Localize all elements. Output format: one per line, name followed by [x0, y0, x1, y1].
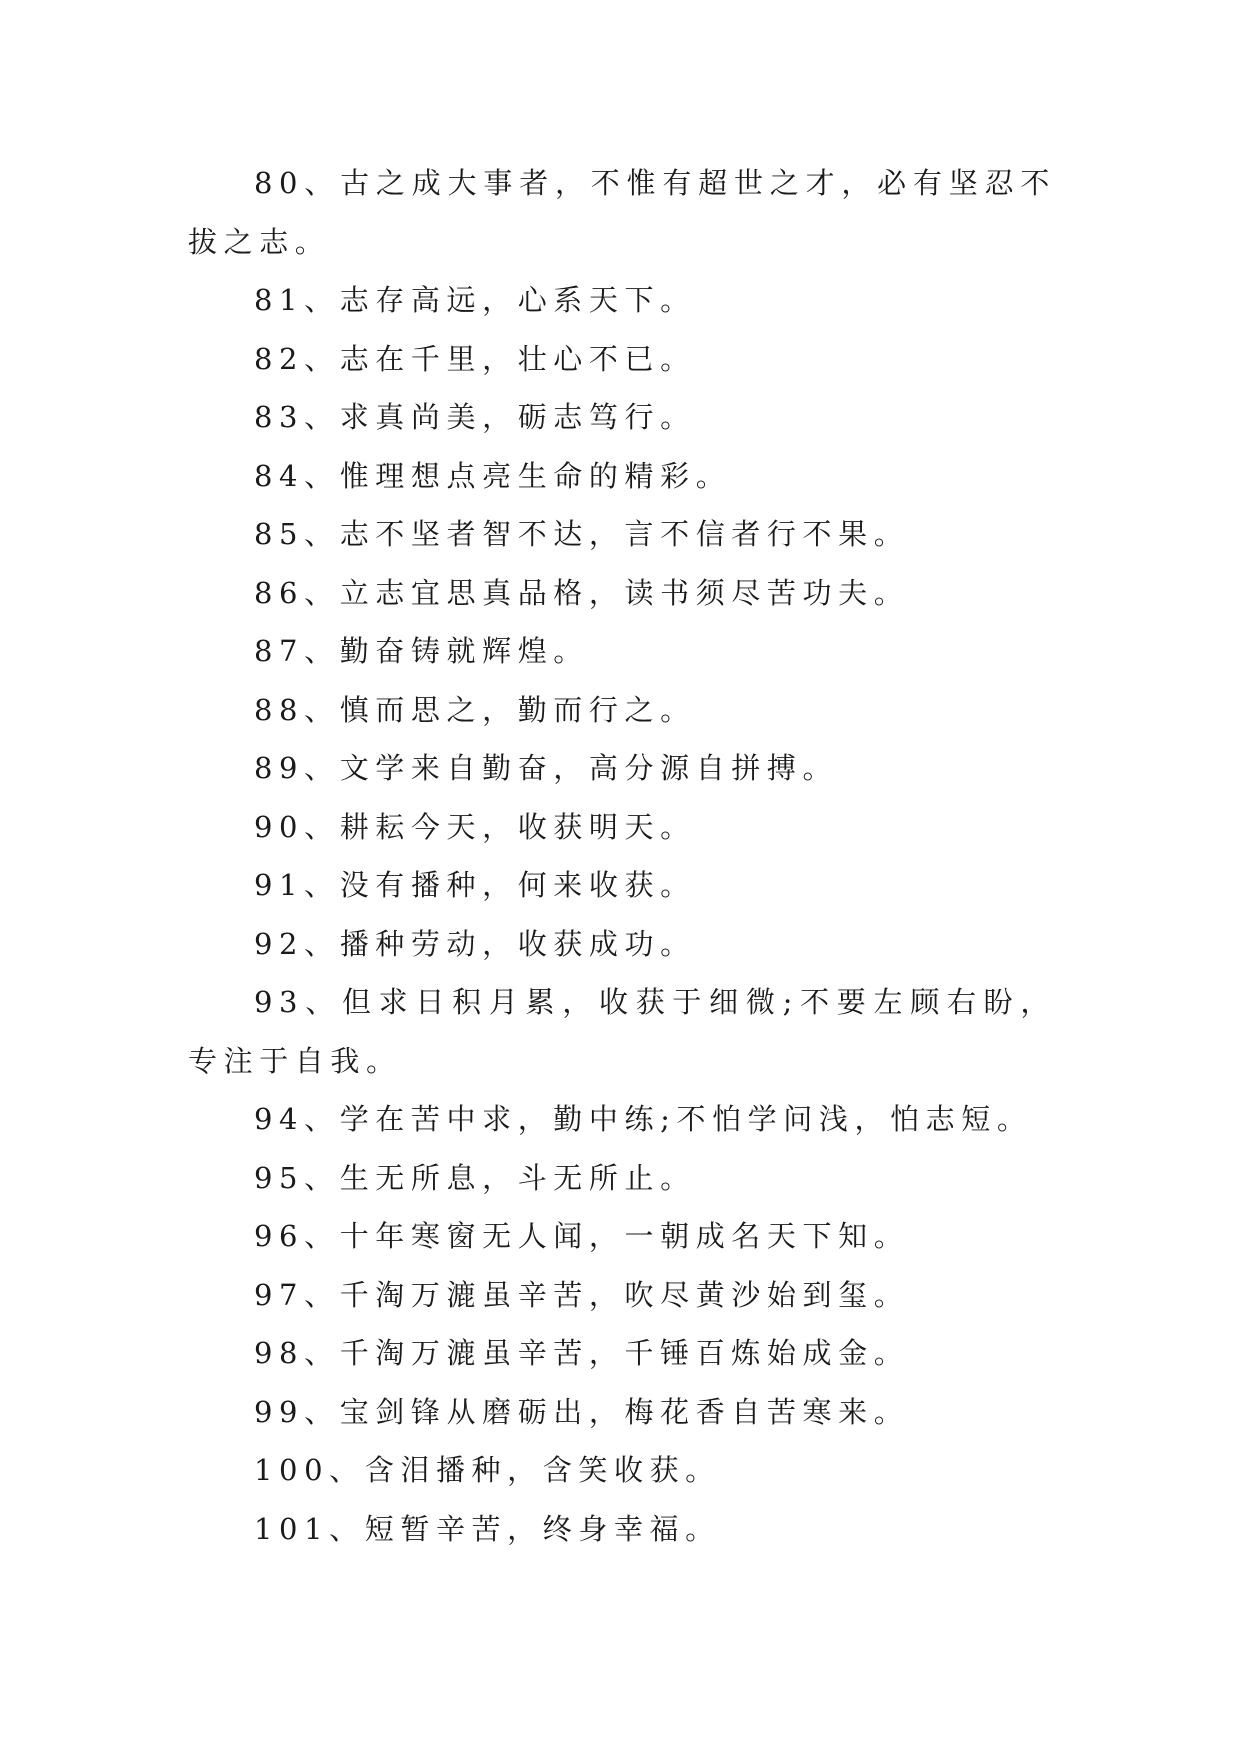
paragraph-96: 96、十年寒窗无人闻，一朝成名天下知。 [254, 1219, 910, 1253]
paragraph-95: 95、生无所息，斗无所止。 [254, 1160, 696, 1195]
paragraph-94: 94、学在苦中求，勤中练;不怕学问浅，怕志短。 [254, 1102, 1033, 1136]
paragraph-80: 80、古之成大事者，不惟有超世之才，必有坚忍不拔之志。 [188, 166, 1056, 259]
paragraph-99: 99、宝剑锋从磨砺出，梅花香自苦寒来。 [254, 1394, 910, 1429]
paragraph-82: 82、志在千里，壮心不已。 [254, 341, 696, 376]
paragraph-97: 97、千淘万漉虽辛苦，吹尽黄沙始到玺。 [254, 1277, 910, 1312]
paragraph-87: 87、勤奋铸就辉煌。 [254, 634, 589, 668]
paragraph-98: 98、千淘万漉虽辛苦，千锤百炼始成金。 [254, 1336, 910, 1370]
paragraph-100: 100、含泪播种，含笑收获。 [254, 1453, 721, 1487]
paragraph-85: 85、志不坚者智不达，言不信者行不果。 [254, 517, 910, 551]
paragraph-89: 89、文学来自勤奋，高分源自拼搏。 [254, 751, 839, 785]
paragraph-81: 81、志存高远，心系天下。 [254, 283, 696, 317]
paragraph-91: 91、没有播种，何来收获。 [254, 868, 696, 902]
paragraph-88: 88、慎而思之，勤而行之。 [254, 692, 696, 727]
paragraph-101: 101、短暂辛苦，终身幸福。 [254, 1511, 721, 1546]
paragraph-92: 92、播种劳动，收获成功。 [254, 926, 696, 961]
paragraph-90: 90、耕耘今天，收获明天。 [254, 809, 696, 844]
paragraph-83: 83、求真尚美，砺志笃行。 [254, 400, 696, 434]
paragraph-86: 86、立志宜思真品格，读书须尽苦功夫。 [254, 575, 910, 610]
paragraph-93: 93、但求日积月累，收获于细微;不要左顾右盼，专注于自我。 [188, 985, 1056, 1078]
document-body [188, 154, 1056, 1558]
paragraph-84: 84、惟理想点亮生命的精彩。 [254, 458, 732, 493]
